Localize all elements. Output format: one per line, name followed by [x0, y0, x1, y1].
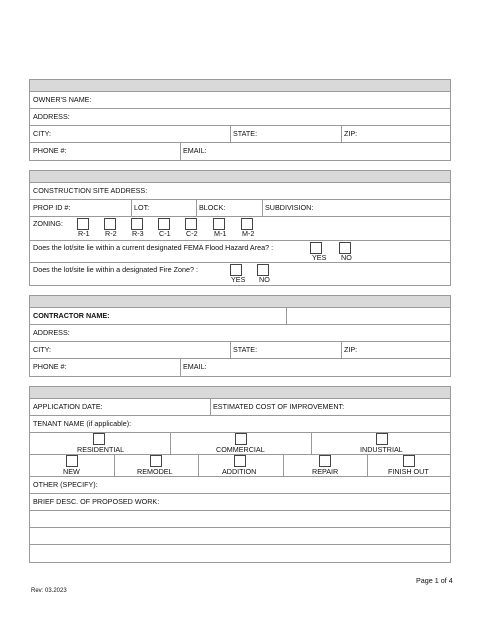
zoning-m1-label: M-1: [214, 229, 227, 238]
brief-desc-row[interactable]: [30, 494, 450, 511]
owner-email-label: EMAIL:: [183, 146, 207, 155]
site-address-row[interactable]: [30, 183, 450, 200]
site-section: [29, 170, 451, 286]
industrial-checkbox[interactable]: [376, 433, 388, 445]
brief-desc-line-3[interactable]: [30, 545, 450, 562]
owner-phone-label: PHONE #:: [33, 146, 67, 155]
new-checkbox[interactable]: [66, 455, 78, 467]
owner-phone-row[interactable]: [30, 143, 450, 160]
new-label: NEW: [63, 467, 80, 476]
other-specify-label: OTHER (SPECIFY):: [33, 480, 98, 489]
owner-section: [29, 79, 451, 161]
subdivision-label: SUBDIVISION:: [265, 203, 314, 212]
revision-text: Rev: 03.2023: [31, 588, 67, 594]
prop-id-label: PROP ID #:: [33, 203, 71, 212]
contractor-city-label: CITY:: [33, 345, 51, 354]
industrial-label: INDUSTRIAL: [360, 445, 403, 454]
tenant-name-label: TENANT NAME (if applicable):: [33, 419, 132, 428]
contractor-section-header: [30, 296, 450, 308]
zoning-c2-label: C-2: [186, 229, 198, 238]
divider: [283, 455, 284, 476]
divider: [230, 126, 231, 142]
remodel-checkbox[interactable]: [150, 455, 162, 467]
fire-question: Does the lot/site lie within a designated Fire Zone? :: [33, 265, 199, 274]
divider: [286, 308, 287, 324]
divider: [170, 433, 171, 454]
contractor-state-label: STATE:: [233, 345, 258, 354]
brief-desc-line-2[interactable]: [30, 528, 450, 545]
contractor-phone-label: PHONE #:: [33, 362, 67, 371]
contractor-name-label: CONTRACTOR NAME:: [33, 311, 110, 320]
contractor-address-label: ADDRESS:: [33, 328, 70, 337]
divider: [341, 126, 342, 142]
owner-zip-label: ZIP:: [344, 129, 358, 138]
contractor-section: [29, 295, 451, 377]
other-row[interactable]: [30, 477, 450, 494]
divider: [196, 200, 197, 216]
block-label: BLOCK:: [199, 203, 226, 212]
application-date-row[interactable]: [30, 399, 450, 416]
lot-label: LOT:: [134, 203, 150, 212]
zoning-r1-label: R-1: [78, 229, 90, 238]
finish-out-checkbox[interactable]: [403, 455, 415, 467]
remodel-label: REMODEL: [137, 467, 173, 476]
owner-name-row[interactable]: [30, 92, 450, 109]
finish-out-label: FINISH OUT: [388, 467, 429, 476]
contractor-phone-row[interactable]: [30, 359, 450, 376]
zoning-row: [30, 217, 450, 241]
application-date-label: APPLICATION DATE:: [33, 402, 103, 411]
contractor-name-row[interactable]: [30, 308, 450, 325]
estimated-cost-label: ESTIMATED COST OF IMPROVEMENT:: [213, 402, 345, 411]
divider: [131, 200, 132, 216]
application-section: [29, 386, 451, 563]
contractor-city-row[interactable]: [30, 342, 450, 359]
repair-checkbox[interactable]: [319, 455, 331, 467]
flood-no-label: NO: [341, 253, 352, 262]
residential-checkbox[interactable]: [93, 433, 105, 445]
owner-address-label: ADDRESS:: [33, 112, 70, 121]
tenant-name-row[interactable]: [30, 416, 450, 433]
owner-name-label: OWNER'S NAME:: [33, 95, 92, 104]
brief-desc-line-1[interactable]: [30, 511, 450, 528]
flood-yes-label: YES: [312, 253, 327, 262]
repair-label: REPAIR: [312, 467, 339, 476]
owner-city-label: CITY:: [33, 129, 51, 138]
contractor-address-row[interactable]: [30, 325, 450, 342]
divider: [262, 200, 263, 216]
zoning-c1-label: C-1: [159, 229, 171, 238]
divider: [180, 143, 181, 160]
owner-state-label: STATE:: [233, 129, 258, 138]
site-prop-row[interactable]: [30, 200, 450, 217]
fire-yes-label: YES: [231, 275, 246, 284]
brief-desc-label: BRIEF DESC. OF PROPOSED WORK:: [33, 497, 160, 506]
zoning-r2-label: R-2: [105, 229, 117, 238]
contractor-email-label: EMAIL:: [183, 362, 207, 371]
flood-question: Does the lot/site lie within a current designated FEMA Flood Hazard Area? :: [33, 243, 274, 252]
divider: [367, 455, 368, 476]
divider: [198, 455, 199, 476]
addition-label: ADDITION: [222, 467, 257, 476]
owner-section-header: [30, 80, 450, 92]
owner-city-row[interactable]: [30, 126, 450, 143]
divider: [180, 359, 181, 376]
fire-no-label: NO: [259, 275, 270, 284]
residential-label: RESIDENTIAL: [77, 445, 125, 454]
divider: [230, 342, 231, 358]
fire-row: [30, 263, 450, 285]
zoning-label: ZONING:: [33, 219, 63, 228]
zoning-r3-label: R-3: [132, 229, 144, 238]
flood-row: [30, 241, 450, 263]
owner-address-row[interactable]: [30, 109, 450, 126]
application-section-header: [30, 387, 450, 399]
divider: [114, 455, 115, 476]
addition-checkbox[interactable]: [234, 455, 246, 467]
contractor-zip-label: ZIP:: [344, 345, 358, 354]
commercial-label: COMMERCIAL: [216, 445, 265, 454]
page-number: Page 1 of 4: [416, 576, 453, 585]
site-section-header: [30, 171, 450, 183]
divider: [311, 433, 312, 454]
divider: [341, 342, 342, 358]
site-address-label: CONSTRUCTION SITE ADDRESS:: [33, 186, 148, 195]
commercial-checkbox[interactable]: [235, 433, 247, 445]
work-type-row: [30, 455, 450, 477]
zoning-m2-label: M-2: [242, 229, 255, 238]
category-row: [30, 433, 450, 455]
divider: [210, 399, 211, 415]
